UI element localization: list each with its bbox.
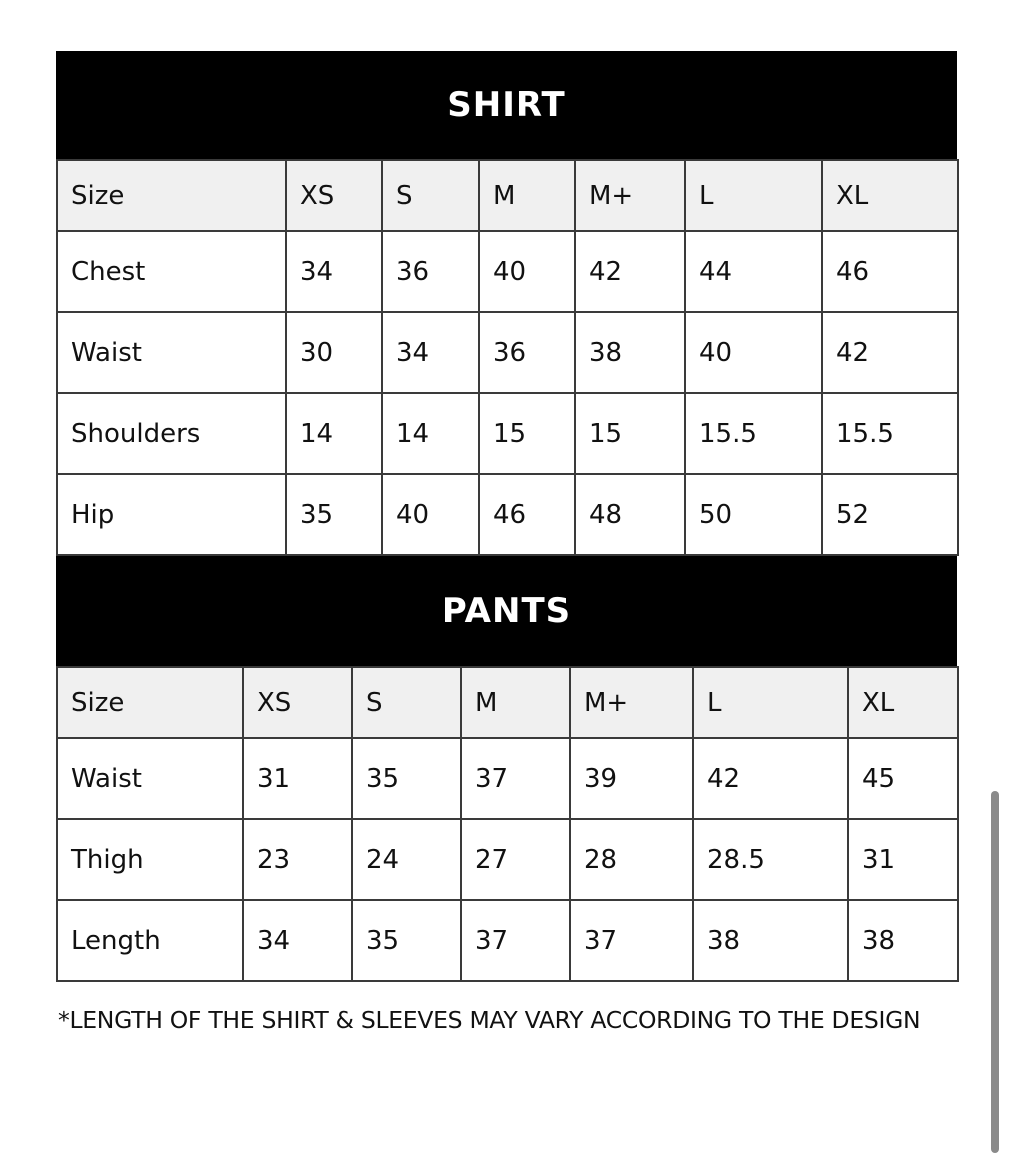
row-label: Waist	[57, 738, 243, 819]
table-cell: 39	[570, 738, 693, 819]
header-cell: XS	[286, 160, 382, 231]
pants-header-row	[57, 667, 958, 738]
table-cell: 40	[685, 312, 822, 393]
table-cell: 38	[693, 900, 848, 981]
shirt-header-row	[57, 160, 958, 231]
header-cell: Size	[57, 667, 243, 738]
scrollbar-thumb[interactable]	[991, 791, 999, 1153]
table-cell: 38	[848, 900, 958, 981]
table-cell: 45	[848, 738, 958, 819]
header-cell: L	[685, 160, 822, 231]
table-cell: 48	[575, 474, 685, 555]
table-cell: 24	[352, 819, 461, 900]
table-cell: 15	[575, 393, 685, 474]
header-cell: XL	[848, 667, 958, 738]
table-cell: 52	[822, 474, 958, 555]
table-cell: 38	[575, 312, 685, 393]
header-cell: L	[693, 667, 848, 738]
table-cell: 35	[352, 738, 461, 819]
header-cell: S	[352, 667, 461, 738]
table-row	[57, 393, 958, 474]
table-cell: 42	[575, 231, 685, 312]
table-cell: 28.5	[693, 819, 848, 900]
table-cell: 23	[243, 819, 352, 900]
table-cell: 37	[461, 900, 570, 981]
table-cell: 35	[286, 474, 382, 555]
row-label: Hip	[57, 474, 286, 555]
table-cell: 40	[382, 474, 479, 555]
table-cell: 15.5	[685, 393, 822, 474]
pants-size-table	[56, 666, 959, 982]
table-cell: 15.5	[822, 393, 958, 474]
table-cell: 30	[286, 312, 382, 393]
table-cell: 15	[479, 393, 575, 474]
header-cell: M+	[570, 667, 693, 738]
table-cell: 50	[685, 474, 822, 555]
header-cell: XL	[822, 160, 958, 231]
table-cell: 34	[382, 312, 479, 393]
row-label: Shoulders	[57, 393, 286, 474]
table-cell: 42	[693, 738, 848, 819]
table-cell: 14	[286, 393, 382, 474]
header-cell: S	[382, 160, 479, 231]
table-cell: 40	[479, 231, 575, 312]
table-cell: 46	[479, 474, 575, 555]
table-cell: 37	[461, 738, 570, 819]
header-cell: M+	[575, 160, 685, 231]
shirt-title-banner	[56, 51, 957, 159]
table-cell: 36	[382, 231, 479, 312]
table-cell: 28	[570, 819, 693, 900]
table-row	[57, 738, 958, 819]
table-cell: 36	[479, 312, 575, 393]
table-cell: 14	[382, 393, 479, 474]
row-label: Thigh	[57, 819, 243, 900]
pants-title: PANTS	[441, 591, 572, 631]
table-row	[57, 231, 958, 312]
table-cell: 35	[352, 900, 461, 981]
header-cell: M	[461, 667, 570, 738]
footnote: *LENGTH OF THE SHIRT & SLEEVES MAY VARY ACCORDING TO THE DESIGN	[58, 1006, 921, 1034]
size-chart	[56, 51, 957, 982]
table-row	[57, 474, 958, 555]
table-cell: 31	[848, 819, 958, 900]
header-cell: M	[479, 160, 575, 231]
table-row	[57, 312, 958, 393]
table-cell: 31	[243, 738, 352, 819]
table-row	[57, 900, 958, 981]
table-cell: 37	[570, 900, 693, 981]
row-label: Waist	[57, 312, 286, 393]
shirt-title: SHIRT	[447, 85, 566, 125]
table-cell: 44	[685, 231, 822, 312]
shirt-size-table	[56, 159, 959, 556]
table-cell: 46	[822, 231, 958, 312]
table-cell: 42	[822, 312, 958, 393]
table-cell: 27	[461, 819, 570, 900]
table-cell: 34	[243, 900, 352, 981]
table-cell: 34	[286, 231, 382, 312]
row-label: Length	[57, 900, 243, 981]
header-cell: XS	[243, 667, 352, 738]
pants-title-banner	[56, 556, 957, 666]
table-row	[57, 819, 958, 900]
row-label: Chest	[57, 231, 286, 312]
header-cell: Size	[57, 160, 286, 231]
